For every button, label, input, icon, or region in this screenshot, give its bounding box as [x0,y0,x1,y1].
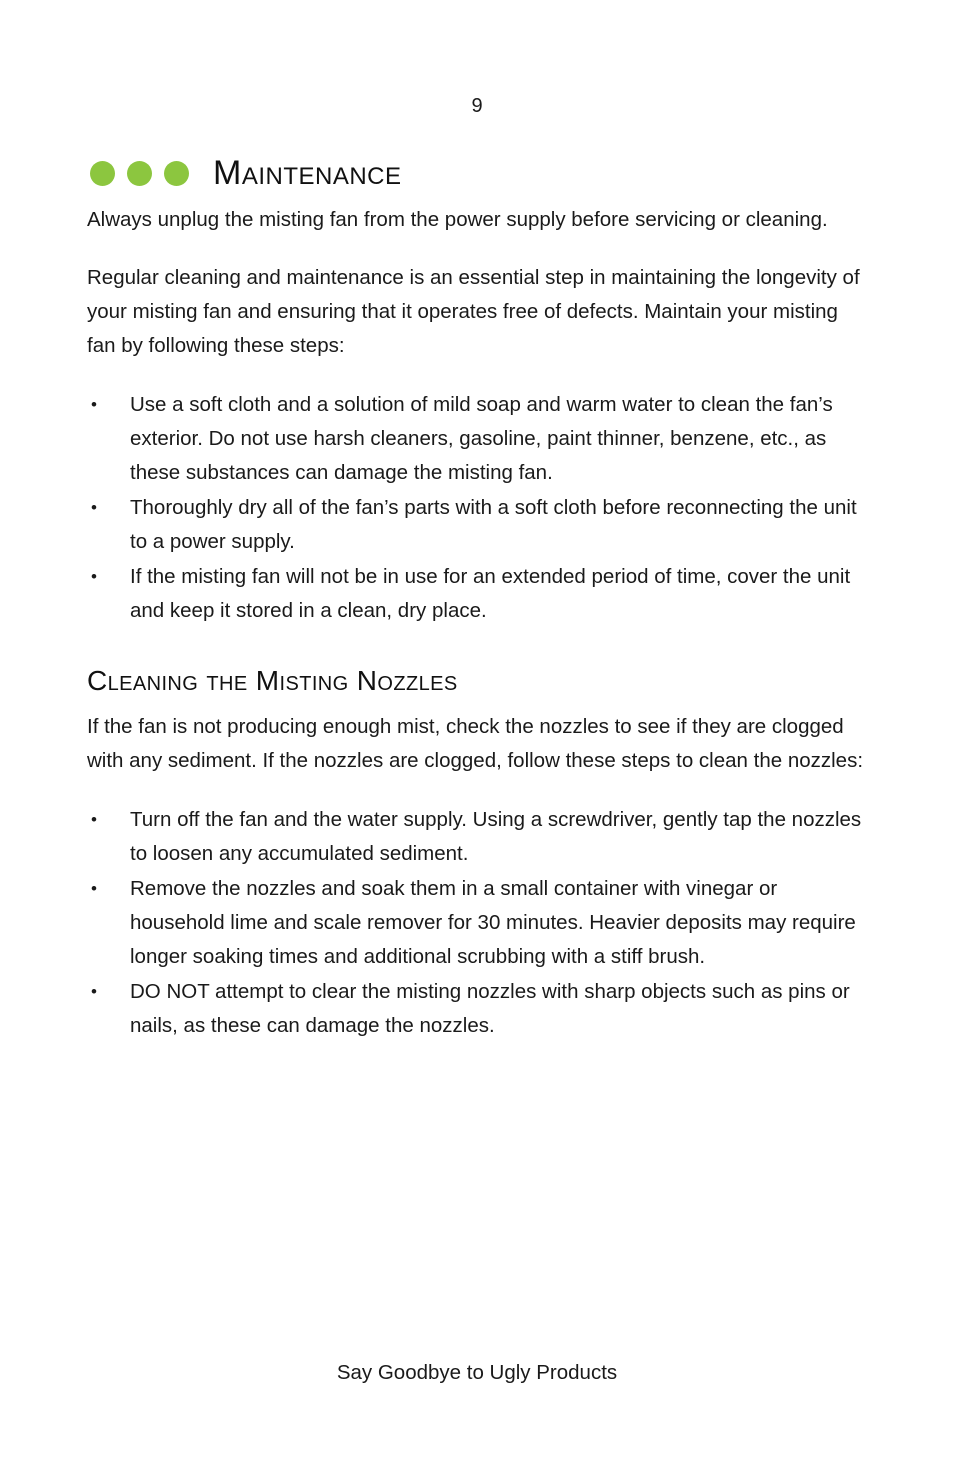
bullet-icon: • [91,498,97,517]
maintenance-paragraph: Regular cleaning and maintenance is an essential step in maintaining the longevity of your misting fan and ensuring that it operates free of defects. Maintain your misting fan by following these steps: [87,266,860,357]
nozzles-paragraph: If the fan is not producing enough mist, check the nozzles to see if they are clogged with any sediment. If the nozzles are clogged, follow these steps to clean the nozzles: [87,715,864,772]
bullet-icon: • [91,810,97,829]
section-heading [90,150,867,196]
list-item-text: Use a soft cloth and a solution of mild soap and warm water to clean the fan’s exterior. Do not use harsh cleaners, gasoline, paint thinner, benzene, etc., as these substances can damage the misting fan. [130,393,833,484]
list-item [87,491,867,559]
green-dot-icon [90,161,115,186]
page-number: 9 [471,95,483,117]
list-item [87,560,867,628]
list-item [87,803,867,871]
page-content [87,150,867,1044]
list-item-text: Thoroughly dry all of the fan’s parts with a soft cloth before reconnecting the unit to a power supply. [130,496,857,553]
maintenance-steps-list [87,388,867,628]
list-item [87,975,867,1043]
intro-paragraph: Always unplug the misting fan from the power supply before servicing or cleaning. [87,208,828,231]
bullet-icon: • [91,982,97,1001]
green-dot-icon [127,161,152,186]
green-dot-icon [164,161,189,186]
bullet-icon: • [91,879,97,898]
section-title: Maintenance [213,154,402,192]
list-item-text: If the misting fan will not be in use for an extended period of time, cover the unit and keep it stored in a clean, dry place. [130,565,851,622]
list-item-text: Remove the nozzles and soak them in a small container with vinegar or household lime and scale remover for 30 minutes. Heavier deposits may require longer soaking times and additional scrubbing with a stiff brush. [130,877,856,968]
list-item-text: Turn off the fan and the water supply. Using a screwdriver, gently tap the nozzles to loosen any accumulated sediment. [130,808,862,865]
subsection-title: Cleaning the Misting Nozzles [87,665,458,696]
bullet-icon: • [91,395,97,414]
nozzle-steps-list [87,803,867,1043]
page-footer: Say Goodbye to Ugly Products [336,1361,618,1384]
bullet-icon: • [91,567,97,586]
list-item-text: DO NOT attempt to clear the misting nozzles with sharp objects such as pins or nails, as these can damage the nozzles. [130,980,850,1037]
list-item [87,388,867,490]
list-item [87,872,867,974]
